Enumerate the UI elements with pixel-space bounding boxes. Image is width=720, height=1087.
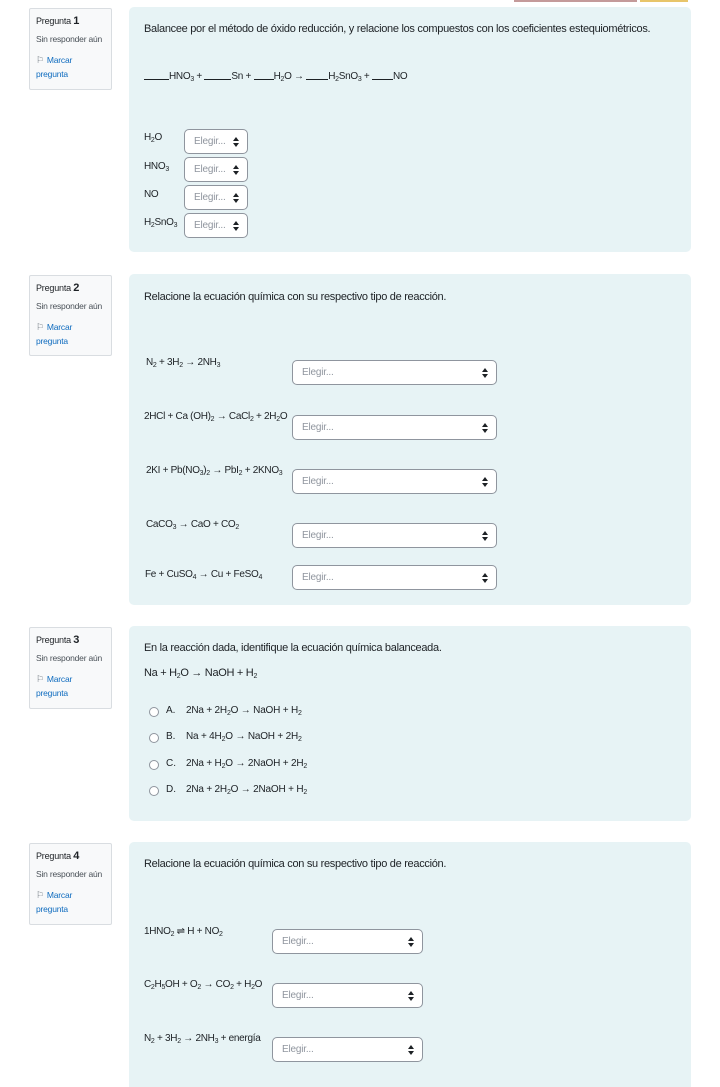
reaction-type-select-4[interactable]: Elegir... (292, 523, 497, 548)
question-state: Sin responder aún (36, 301, 103, 311)
question-text: Relacione la ecuación química con su respectivo tipo de reacción. (144, 291, 447, 303)
flag-question-link[interactable]: ⚐ Marcar pregunta (36, 674, 73, 698)
flag-question-link[interactable]: ⚐ Marcar pregunta (36, 322, 73, 346)
question-state: Sin responder aún (36, 34, 103, 44)
match-label-h2o: $H_2O$ (144, 132, 162, 144)
question-4-content (129, 842, 691, 1087)
chevron-updown-icon (482, 573, 488, 583)
match-label-combustion: $C_2H_5OH + O_2 \to CO_2 + H_2O$ (144, 979, 263, 991)
question-text: Relacione la ecuación química con su respectivo tipo de reacción. (144, 858, 447, 870)
match-label-decomposition: CaCO$_3$ → CaO + $CO_2$ (146, 519, 239, 531)
match-label-exothermic: $N_2 + 3H_2 \to 2NH_3$ + energía (144, 1033, 261, 1045)
match-label-single-displacement: Fe + CuSO$_4$ → Cu + FeSO$_4$ (145, 569, 263, 581)
flag-question-link[interactable]: ⚐ Marcar pregunta (36, 55, 73, 79)
question-number: Pregunta 4 (36, 850, 80, 862)
radio-button[interactable] (149, 733, 159, 743)
question-number: Pregunta 3 (36, 634, 80, 646)
reaction-type-select-3[interactable]: Elegir... (292, 469, 497, 494)
coefficient-select-h2sno3[interactable]: Elegir... (184, 213, 248, 238)
reaction-type-select-1[interactable]: Elegir... (272, 929, 423, 954)
flag-icon: ⚐ (36, 322, 44, 332)
match-label-double-displacement: $2KI + Pb(NO_3)_2 \to PbI_2 + 2KNO_3$ (146, 465, 283, 477)
question-4-info (29, 843, 112, 925)
reaction-type-select-2[interactable]: Elegir... (272, 983, 423, 1008)
question-equation: $Na + H_2O$ → NaOH + $H_2$ (144, 667, 258, 680)
match-label-h2sno3: $H_2SnO_3$ (144, 217, 178, 229)
chevron-updown-icon (482, 423, 488, 433)
chevron-updown-icon (482, 477, 488, 487)
question-2-info (29, 275, 112, 356)
chevron-updown-icon (233, 193, 239, 203)
chevron-updown-icon (408, 991, 414, 1001)
question-number: Pregunta 1 (36, 15, 80, 27)
reaction-type-select-5[interactable]: Elegir... (292, 565, 497, 590)
chevron-updown-icon (482, 531, 488, 541)
chevron-updown-icon (408, 1045, 414, 1055)
question-equation: $HNO_3 + Sn + H_2O \to H_2SnO_3$ + NO (144, 70, 407, 83)
question-3-info (29, 627, 112, 709)
chevron-updown-icon (233, 137, 239, 147)
flag-icon: ⚐ (36, 55, 44, 65)
option-equation: $Na + 4H_2O$ → NaOH + $2H_2$ (186, 731, 302, 743)
progress-bar-segment (514, 0, 637, 2)
match-label-synthesis: $N_2 + 3H_2 \to 2NH_3$ (146, 357, 221, 369)
chevron-updown-icon (482, 368, 488, 378)
radio-button[interactable] (149, 786, 159, 796)
question-1-content (129, 7, 691, 252)
radio-button[interactable] (149, 707, 159, 717)
chevron-updown-icon (233, 221, 239, 231)
progress-bars (514, 0, 694, 2)
chevron-updown-icon (233, 165, 239, 175)
coefficient-select-hno3[interactable]: Elegir... (184, 157, 248, 182)
question-1-info (29, 8, 112, 90)
match-label-neutralization: 2HCl + Ca $(OH)_2$ → CaCl$_2$ + $2H_2O$ (144, 411, 288, 423)
coefficient-select-no[interactable]: Elegir... (184, 185, 248, 210)
match-label-equilibrium: $1HNO_2$ ⇌ $H + NO_2$ (144, 926, 223, 938)
flag-question-link[interactable]: ⚐ Marcar pregunta (36, 890, 73, 914)
question-state: Sin responder aún (36, 653, 103, 663)
option-equation: $2Na + H_2O$ → 2NaOH + $2H_2$ (186, 758, 308, 770)
question-state: Sin responder aún (36, 869, 103, 879)
coefficient-select-h2o[interactable]: Elegir... (184, 129, 248, 154)
question-2-content (129, 274, 691, 605)
reaction-type-select-1[interactable]: Elegir... (292, 360, 497, 385)
option-equation: $2Na + 2H_2O$ → NaOH + $H_2$ (186, 705, 302, 717)
option-equation: $2Na + 2H_2O$ → 2NaOH + $H_2$ (186, 784, 308, 796)
reaction-type-select-3[interactable]: Elegir... (272, 1037, 423, 1062)
reaction-type-select-2[interactable]: Elegir... (292, 415, 497, 440)
question-text: En la reacción dada, identifique la ecuación química balanceada. (144, 642, 442, 654)
flag-icon: ⚐ (36, 674, 44, 684)
question-number: Pregunta 2 (36, 282, 80, 294)
match-label-no: NO (144, 189, 159, 200)
question-text: Balancee por el método de óxido reducción, y relacione los compuestos con los coeficientes estequiométricos. (144, 23, 651, 35)
match-label-hno3: $HNO_3$ (144, 161, 169, 173)
radio-button[interactable] (149, 760, 159, 770)
flag-icon: ⚐ (36, 890, 44, 900)
progress-bar-segment (640, 0, 688, 2)
chevron-updown-icon (408, 937, 414, 947)
question-3-content: En la reacción dada, identifique la ecuación química balanceada. $Na + H_2O$ → NaOH + $H_2$ A. $2Na + 2H_2O$ → NaOH + $H_2$ B. $Na + 4H_2O$ → NaOH + $2H_2$ C. $2Na + H_2O$ → 2NaOH + $2H_2$ D. $2Na + 2H_2O$ → 2NaOH + $H_2$ (129, 626, 691, 821)
